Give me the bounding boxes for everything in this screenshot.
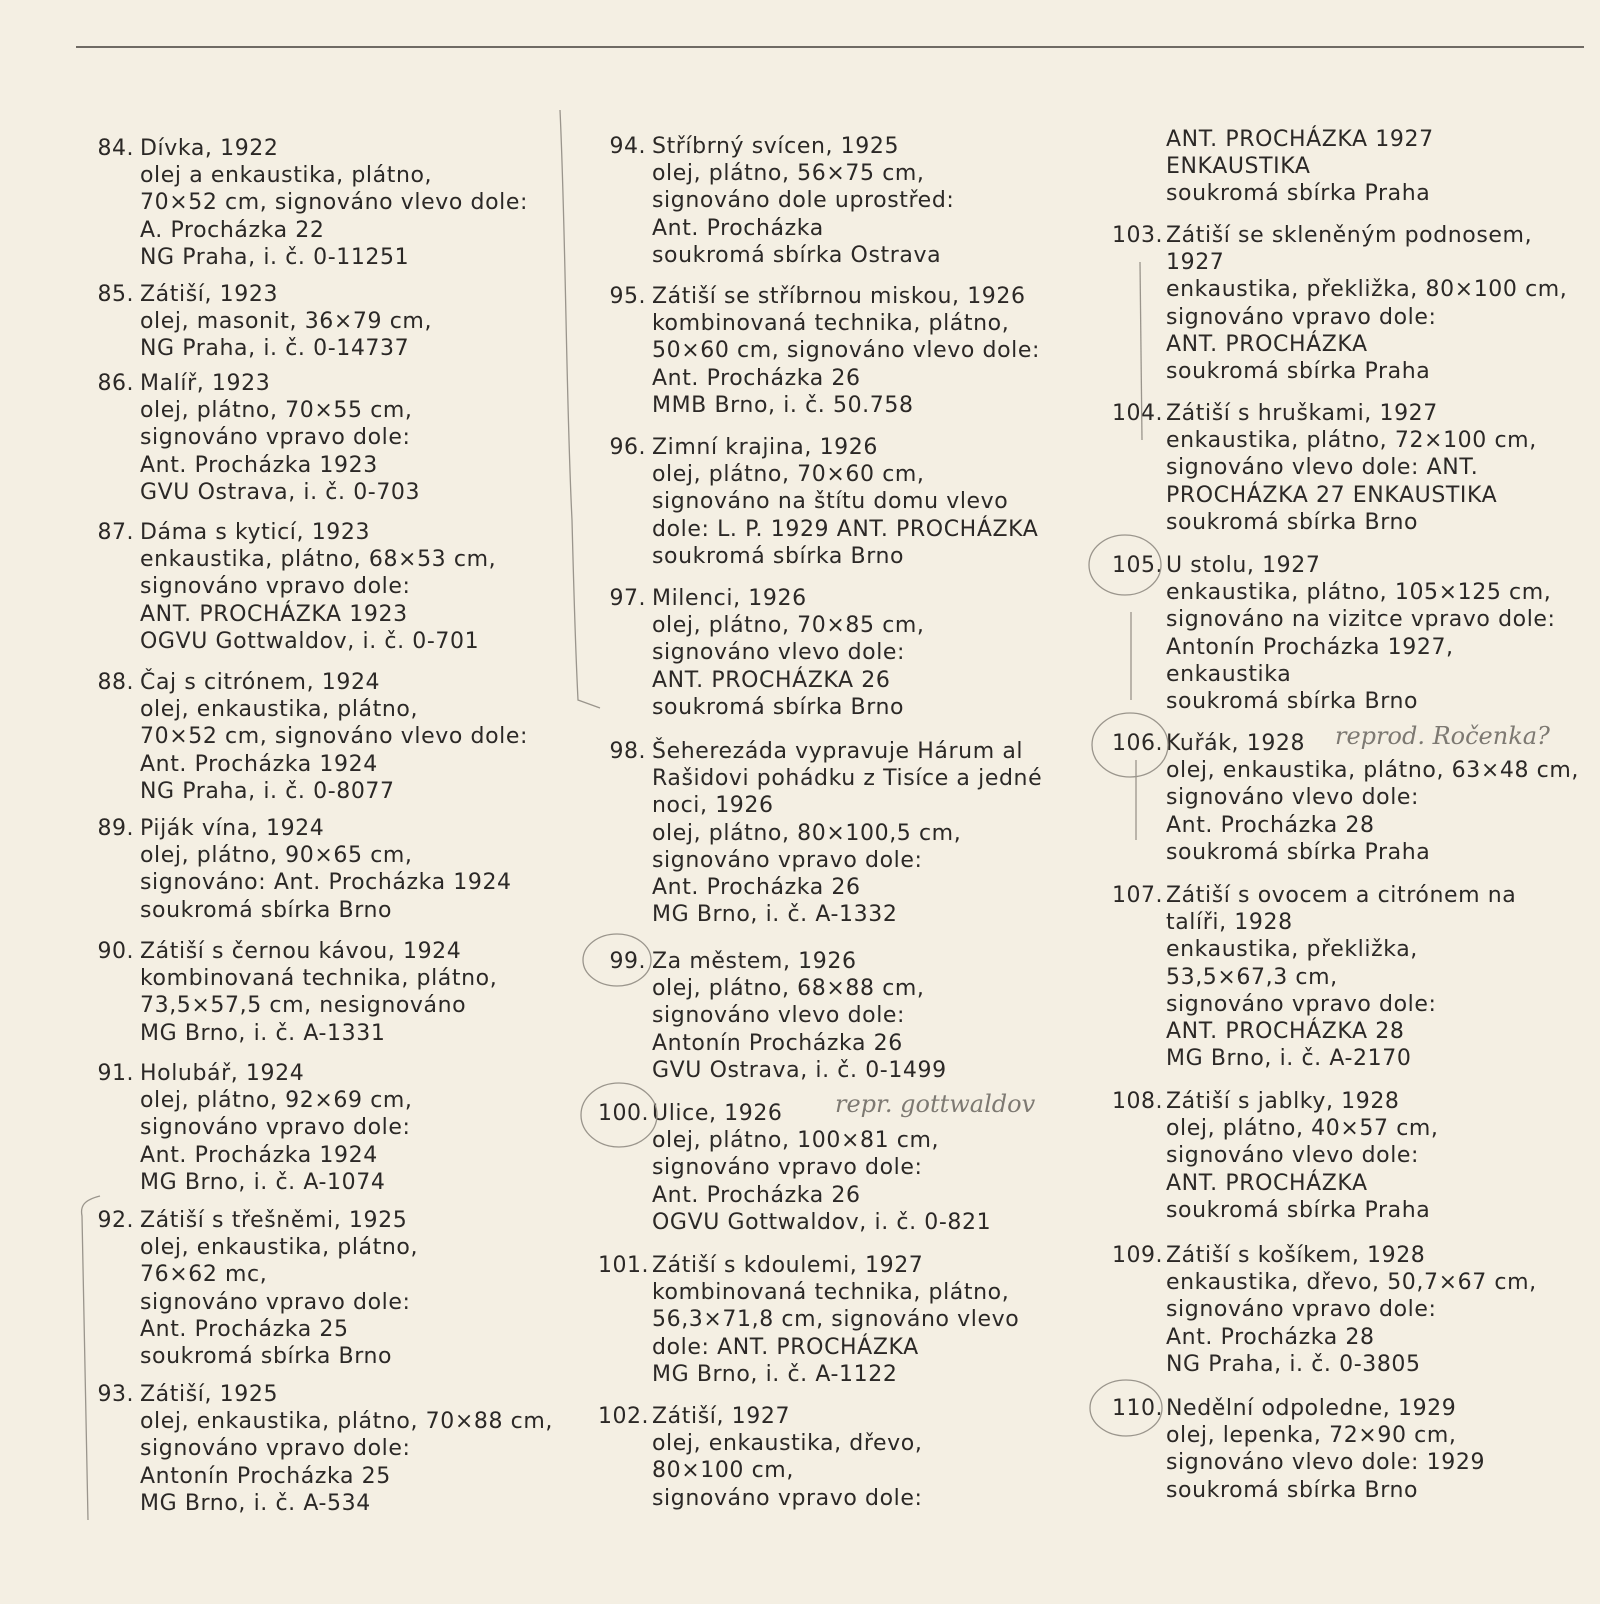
entry-number: 89. (97, 816, 134, 841)
entry-number: 85. (97, 282, 134, 307)
entry-number: 84. (97, 136, 134, 161)
entry-line: signováno na vizitce vpravo dole: (1166, 607, 1556, 633)
entry-line: OGVU Gottwaldov, i. č. 0-701 (140, 628, 480, 654)
entry-line: olej, enkaustika, dřevo, (652, 1431, 923, 1457)
entry-line: signováno vpravo dole: (652, 1485, 923, 1511)
entry-line: NG Praha, i. č. 0-3805 (1166, 1351, 1421, 1377)
entry-number: 87. (97, 520, 134, 545)
entry-line: Antonín Procházka 25 (140, 1463, 391, 1489)
entry-line: soukromá sbírka Brno (1166, 509, 1419, 535)
entry-line: Zátiší, 1925 (140, 1382, 279, 1407)
entry-line: Ant. Procházka 26 (652, 1182, 861, 1208)
entry-line: ANT. PROCHÁZKA 28 (1166, 1019, 1405, 1045)
entry-line: kombinovaná technika, plátno, (652, 311, 1010, 337)
entry-line: olej, plátno, 56×75 cm, (652, 161, 925, 187)
entry-line: Kuřák, 1928 (1166, 731, 1306, 756)
entry-line: signováno vpravo dole: (140, 1115, 411, 1141)
entry-number: 86. (97, 371, 134, 396)
entry-number: 90. (97, 939, 134, 964)
entry-line: 80×100 cm, (652, 1458, 794, 1484)
entry-line: signováno vpravo dole: (1166, 1297, 1437, 1323)
entry-line: enkaustika (1166, 661, 1292, 687)
entry-line: Zátiší s kdoulemi, 1927 (652, 1253, 924, 1278)
entry-line: Ant. Procházka 26 (652, 365, 861, 391)
entry-line: enkaustika, překližka, 80×100 cm, (1166, 277, 1568, 303)
entry-line: Zátiší se stříbrnou miskou, 1926 (652, 284, 1026, 309)
entry-line: dole: L. P. 1929 ANT. PROCHÁZKA (652, 516, 1039, 542)
entry-line: Ant. Procházka 1923 (140, 452, 378, 478)
entry-line: ANT. PROCHÁZKA 1927 (1166, 127, 1434, 152)
entry-line: A. Procházka 22 (140, 217, 325, 243)
entry-number: 92. (97, 1208, 134, 1233)
entry-number: 102. (598, 1404, 649, 1429)
entry-line: signováno vlevo dole: (1166, 1143, 1420, 1169)
entry-line: olej, enkaustika, plátno, (140, 1235, 419, 1261)
entry-line: GVU Ostrava, i. č. 0-1499 (652, 1057, 947, 1083)
entry-number: 96. (609, 435, 646, 460)
entry-line: signováno vpravo dole: (140, 425, 411, 451)
entry-line: soukromá sbírka Brno (1166, 1477, 1419, 1503)
entry-line: Antonín Procházka 26 (652, 1030, 903, 1056)
entry-line: olej, plátno, 80×100,5 cm, (652, 820, 962, 846)
entry-line: enkaustika, plátno, 68×53 cm, (140, 547, 497, 573)
entry-line: Nedělní odpoledne, 1929 (1166, 1396, 1457, 1421)
entry-line: Čaj s citrónem, 1924 (140, 670, 381, 695)
entry-line: Zátiší, 1923 (140, 282, 279, 307)
entry-line: olej, plátno, 68×88 cm, (652, 976, 925, 1002)
entry-line: Antonín Procházka 1927, (1166, 634, 1454, 660)
entry-line: Ant. Procházka 1924 (140, 1142, 378, 1168)
pencil-note-106: reprod. Ročenka? (1335, 722, 1550, 750)
entry-line: 53,5×67,3 cm, (1166, 964, 1338, 990)
entry-line: olej, enkaustika, plátno, 70×88 cm, (140, 1409, 553, 1435)
entry-line: olej, plátno, 70×60 cm, (652, 462, 925, 488)
entry-number: 107. (1112, 883, 1163, 908)
entry-line: soukromá sbírka Brno (652, 543, 905, 569)
entry-line: signováno vpravo dole: (140, 574, 411, 600)
entry-line: Za městem, 1926 (652, 949, 857, 974)
entry-line: Zátiší s hruškami, 1927 (1166, 401, 1438, 426)
entry-line: Holubář, 1924 (140, 1061, 305, 1086)
entry-line: Malíř, 1923 (140, 371, 271, 396)
entry-line: enkaustika, plátno, 72×100 cm, (1166, 428, 1537, 454)
entry-line: olej, plátno, 90×65 cm, (140, 843, 413, 869)
entry-line: dole: ANT. PROCHÁZKA (652, 1334, 919, 1360)
entry-line: Ant. Procházka 25 (140, 1316, 349, 1342)
entry-line: Ant. Procházka 28 (1166, 1324, 1375, 1350)
top-rule (76, 46, 1584, 48)
entry-line: 56,3×71,8 cm, signováno vlevo (652, 1307, 1020, 1333)
entry-line: olej, enkaustika, plátno, 63×48 cm, (1166, 758, 1579, 784)
entry-line: signováno vpravo dole: (1166, 991, 1437, 1017)
entry-line: olej, masonit, 36×79 cm, (140, 309, 433, 335)
entry-line: ENKAUSTIKA (1166, 154, 1311, 180)
entry-line: signováno vlevo dole: ANT. (1166, 455, 1479, 481)
entry-number: 97. (609, 586, 646, 611)
entry-line: ANT. PROCHÁZKA (1166, 331, 1368, 357)
entry-line: PROCHÁZKA 27 ENKAUSTIKA (1166, 482, 1498, 508)
entry-number: 108. (1112, 1089, 1163, 1114)
entry-line: signováno vpravo dole: (140, 1289, 411, 1315)
entry-line: Ulice, 1926 (652, 1101, 783, 1126)
entry-line: Piják vína, 1924 (140, 816, 325, 841)
entry-line: OGVU Gottwaldov, i. č. 0-821 (652, 1209, 992, 1235)
entry-line: Ant. Procházka 28 (1166, 812, 1375, 838)
entry-number: 106. (1112, 731, 1163, 756)
entry-line: NG Praha, i. č. 0-8077 (140, 778, 395, 804)
entry-line: Milenci, 1926 (652, 586, 807, 611)
entry-line: signováno vlevo dole: (652, 1003, 906, 1029)
entry-line: MG Brno, i. č. A-2170 (1166, 1046, 1412, 1072)
entry-line: soukromá sbírka Praha (1166, 181, 1431, 207)
entry-line: 50×60 cm, signováno vlevo dole: (652, 338, 1040, 364)
entry-number: 99. (609, 949, 646, 974)
entry-line: ANT. PROCHÁZKA 26 (652, 667, 891, 693)
entry-line: GVU Ostrava, i. č. 0-703 (140, 479, 421, 505)
entry-line: MG Brno, i. č. A-534 (140, 1490, 371, 1516)
entry-number: 103. (1112, 223, 1163, 248)
entry-line: MG Brno, i. č. A-1074 (140, 1169, 386, 1195)
entry-line: signováno vlevo dole: 1929 (1166, 1450, 1486, 1476)
entry-line: signováno vpravo dole: (1166, 304, 1437, 330)
entry-line: enkaustika, plátno, 105×125 cm, (1166, 580, 1552, 606)
entry-line: soukromá sbírka Praha (1166, 839, 1431, 865)
entry-line: signováno dole uprostřed: (652, 188, 955, 214)
entry-line: olej, lepenka, 72×90 cm, (1166, 1423, 1457, 1449)
entry-line: soukromá sbírka Praha (1166, 1197, 1431, 1223)
entry-line: Ant. Procházka (652, 215, 824, 241)
entry-line: MG Brno, i. č. A-1331 (140, 1020, 386, 1046)
entry-line: olej a enkaustika, plátno, (140, 163, 433, 189)
entry-line: MG Brno, i. č. A-1122 (652, 1361, 898, 1387)
entry-number: 93. (97, 1382, 134, 1407)
entry-line: enkaustika, překližka, (1166, 937, 1418, 963)
entry-line: NG Praha, i. č. 0-11251 (140, 244, 410, 270)
entry-line: MG Brno, i. č. A-1332 (652, 902, 898, 928)
entry-line: Zátiší s košíkem, 1928 (1166, 1243, 1426, 1268)
entry-line: Ant. Procházka 1924 (140, 751, 378, 777)
entry-line: U stolu, 1927 (1166, 553, 1321, 578)
entry-number: 98. (609, 739, 646, 764)
entry-number: 109. (1112, 1243, 1163, 1268)
entry-line: olej, plátno, 70×85 cm, (652, 613, 925, 639)
entry-number: 101. (598, 1253, 649, 1278)
entry-number: 104. (1112, 401, 1163, 426)
entry-number: 91. (97, 1061, 134, 1086)
entry-line: signováno vpravo dole: (652, 1155, 923, 1181)
entry-line: Stříbrný svícen, 1925 (652, 134, 900, 159)
pencil-bracket-92-93 (82, 1196, 100, 1520)
entry-line: Zátiší s černou kávou, 1924 (140, 939, 462, 964)
entry-line: olej, enkaustika, plátno, (140, 697, 419, 723)
entry-line: olej, plátno, 70×55 cm, (140, 398, 413, 424)
entry-line: Zátiší, 1927 (652, 1404, 791, 1429)
entry-number: 95. (609, 284, 646, 309)
entry-line: ANT. PROCHÁZKA (1166, 1170, 1368, 1196)
entry-line: NG Praha, i. č. 0-14737 (140, 336, 410, 362)
entry-line: soukromá sbírka Praha (1166, 359, 1431, 385)
entry-line: Dívka, 1922 (140, 136, 279, 161)
entry-line: Šeherezáda vypravuje Hárum al (652, 739, 1024, 764)
entry-line: Zátiší s třešněmi, 1925 (140, 1208, 408, 1233)
entry-number: 100. (598, 1101, 649, 1126)
entry-line: soukromá sbírka Brno (652, 694, 905, 720)
entry-line: signováno: Ant. Procházka 1924 (140, 870, 512, 896)
entry-line: olej, plátno, 100×81 cm, (652, 1128, 940, 1154)
entry-line: soukromá sbírka Brno (140, 1344, 393, 1370)
entry-number: 110. (1112, 1396, 1163, 1421)
entry-line: signováno vlevo dole: (1166, 785, 1420, 811)
entry-line: noci, 1926 (652, 793, 774, 819)
entry-line: soukromá sbírka Brno (1166, 689, 1419, 715)
entry-line: enkaustika, dřevo, 50,7×67 cm, (1166, 1270, 1537, 1296)
entry-line: soukromá sbírka Ostrava (652, 242, 942, 268)
entry-line: signováno vpravo dole: (140, 1436, 411, 1462)
entry-line: Zátiší s jablky, 1928 (1166, 1089, 1400, 1114)
entry-line: 73,5×57,5 cm, nesignováno (140, 993, 467, 1019)
entry-line: kombinovaná technika, plátno, (652, 1280, 1010, 1306)
entry-line: signováno na štítu domu vlevo (652, 489, 1009, 515)
entry-line: 1927 (1166, 250, 1225, 276)
entry-line: Dáma s kyticí, 1923 (140, 520, 371, 545)
entry-line: talíři, 1928 (1166, 910, 1293, 936)
entry-line: Zátiší se skleněným podnosem, (1166, 223, 1533, 248)
entry-line: olej, plátno, 92×69 cm, (140, 1088, 413, 1114)
entry-line: signováno vlevo dole: (652, 640, 906, 666)
entry-number: 88. (97, 670, 134, 695)
entry-line: ANT. PROCHÁZKA 1923 (140, 601, 408, 627)
entry-line: signováno vpravo dole: (652, 847, 923, 873)
entry-number: 94. (609, 134, 646, 159)
entry-line: 70×52 cm, signováno vlevo dole: (140, 190, 528, 216)
entry-line: MMB Brno, i. č. 50.758 (652, 392, 914, 418)
pencil-note-100: repr. gottwaldov (835, 1090, 1036, 1118)
entry-line: Zimní krajina, 1926 (652, 435, 878, 460)
entry-line: Rašidovi pohádku z Tisíce a jedné (652, 766, 1043, 792)
entry-line: 76×62 mc, (140, 1262, 268, 1288)
entry-line: Zátiší s ovocem a citrónem na (1166, 883, 1517, 908)
entry-number: 105. (1112, 553, 1163, 578)
entry-line: kombinovaná technika, plátno, (140, 966, 498, 992)
entry-line: olej, plátno, 40×57 cm, (1166, 1116, 1439, 1142)
entry-line: 70×52 cm, signováno vlevo dole: (140, 724, 528, 750)
entry-line: soukromá sbírka Brno (140, 897, 393, 923)
entry-line: Ant. Procházka 26 (652, 875, 861, 901)
